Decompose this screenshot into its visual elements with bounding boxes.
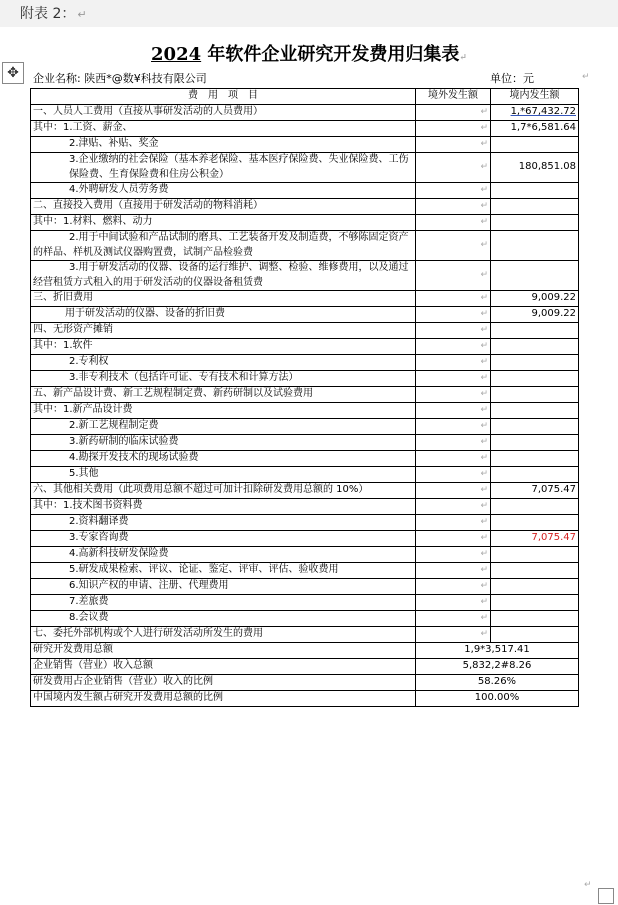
row-foreign: ↵ <box>416 231 491 261</box>
row-foreign: ↵ <box>416 547 491 563</box>
table-row <box>31 291 579 307</box>
row-domestic <box>491 579 579 595</box>
table-row <box>31 231 579 261</box>
page-top-bar <box>0 0 618 27</box>
row-foreign: ↵ <box>416 563 491 579</box>
row-domestic <box>491 183 579 199</box>
row-domestic: 7,075.47 <box>491 531 579 547</box>
table-header-row <box>31 89 579 105</box>
row-label: 3.非专利技术（包括许可证、专有技术和计算方法） <box>31 371 416 387</box>
row-domestic <box>491 199 579 215</box>
row-foreign: ↵ <box>416 199 491 215</box>
row-foreign: ↵ <box>416 435 491 451</box>
row-foreign: ↵ <box>416 531 491 547</box>
row-domestic <box>491 323 579 339</box>
paragraph-mark-icon: ↵ <box>582 72 590 82</box>
table-row <box>31 153 579 183</box>
row-domestic <box>491 231 579 261</box>
row-label: 研发费用占企业销售（营业）收入的比例 <box>31 675 416 691</box>
row-label: 7.差旅费 <box>31 595 416 611</box>
row-foreign: ↵ <box>416 121 491 137</box>
row-total: 58.26% <box>416 675 579 691</box>
table-row <box>31 355 579 371</box>
row-label: 六、其他相关费用（此项费用总额不超过可加计扣除研发费用总额的 10%） <box>31 483 416 499</box>
row-foreign: ↵ <box>416 387 491 403</box>
row-domestic <box>491 419 579 435</box>
row-label: 四、无形资产摊销 <box>31 323 416 339</box>
row-label: 2.资料翻译费 <box>31 515 416 531</box>
table-row <box>31 659 579 675</box>
header-item: 费 用 项 目 <box>31 89 416 105</box>
row-label: 3.企业缴纳的社会保险（基本养老保险、基本医疗保险费、失业保险费、工伤保险费、生育保险费和住房公积金） <box>31 153 416 183</box>
table-move-handle-icon[interactable]: ✥ <box>2 62 24 84</box>
table-row <box>31 307 579 323</box>
table-row <box>31 675 579 691</box>
table-row <box>31 451 579 467</box>
row-foreign: ↵ <box>416 627 491 643</box>
table-row <box>31 215 579 231</box>
row-label: 4.勘探开发技术的现场试验费 <box>31 451 416 467</box>
row-label: 3.用于研发活动的仪器、设备的运行维护、调整、检验、维修费用，以及通过经营租赁方式租入的用于研发活动的仪器设备租赁费 <box>31 261 416 291</box>
row-domestic <box>491 387 579 403</box>
table-row <box>31 137 579 153</box>
row-label: 中国境内发生额占研究开发费用总额的比例 <box>31 691 416 707</box>
table-row <box>31 105 579 121</box>
row-domestic <box>491 215 579 231</box>
row-foreign: ↵ <box>416 371 491 387</box>
row-label: 五、新产品设计费、新工艺规程制定费、新药研制以及试验费用 <box>31 387 416 403</box>
row-domestic: 1,7*6,581.64 <box>491 121 579 137</box>
row-domestic <box>491 261 579 291</box>
table-row <box>31 339 579 355</box>
row-label: 三、折旧费用 <box>31 291 416 307</box>
row-label: 2.用于中间试验和产品试制的磨具、工艺装备开发及制造费，不够陈固定资产的样品、样机及测试仪器购置费，试制产品检验费 <box>31 231 416 261</box>
row-foreign: ↵ <box>416 153 491 183</box>
row-total: 1,9*3,517.41 <box>416 643 579 659</box>
row-label: 3.新药研制的临床试验费 <box>31 435 416 451</box>
row-foreign: ↵ <box>416 355 491 371</box>
table-row <box>31 323 579 339</box>
expense-table <box>30 88 579 707</box>
row-label: 3.专家咨询费 <box>31 531 416 547</box>
row-label: 用于研发活动的仪器、设备的折旧费 <box>31 307 416 323</box>
table-row <box>31 531 579 547</box>
header-domestic: 境内发生额 <box>491 89 579 105</box>
row-foreign: ↵ <box>416 595 491 611</box>
row-domestic: 1,*67,432.72 <box>491 105 579 121</box>
table-row <box>31 467 579 483</box>
table-row <box>31 627 579 643</box>
row-foreign: ↵ <box>416 419 491 435</box>
row-total: 5,832,2#8.26 <box>416 659 579 675</box>
company-name: 企业名称: 陕西*@数¥科技有限公司 <box>33 72 207 85</box>
row-domestic <box>491 627 579 643</box>
row-label: 其中：1.技术图书资料费 <box>31 499 416 515</box>
table-row <box>31 387 579 403</box>
row-domestic <box>491 563 579 579</box>
table-row <box>31 435 579 451</box>
row-label: 其中：1.软件 <box>31 339 416 355</box>
row-foreign: ↵ <box>416 451 491 467</box>
row-domestic <box>491 611 579 627</box>
row-label: 6.知识产权的申请、注册、代理费用 <box>31 579 416 595</box>
row-label: 其中：1.新产品设计费 <box>31 403 416 419</box>
row-foreign: ↵ <box>416 499 491 515</box>
header-foreign: 境外发生额 <box>416 89 491 105</box>
row-foreign: ↵ <box>416 323 491 339</box>
row-label: 8.会议费 <box>31 611 416 627</box>
row-label: 4.高新科技研发保险费 <box>31 547 416 563</box>
table-row <box>31 595 579 611</box>
row-label: 其中：1.材料、燃料、动力 <box>31 215 416 231</box>
table-row <box>31 499 579 515</box>
row-domestic <box>491 137 579 153</box>
row-foreign: ↵ <box>416 467 491 483</box>
row-foreign: ↵ <box>416 611 491 627</box>
row-foreign: ↵ <box>416 579 491 595</box>
row-foreign: ↵ <box>416 403 491 419</box>
table-row <box>31 515 579 531</box>
table-row <box>31 261 579 291</box>
title-text: 年软件企业研究开发费用归集表 <box>201 44 460 65</box>
table-row <box>31 691 579 707</box>
row-foreign: ↵ <box>416 339 491 355</box>
table-row <box>31 643 579 659</box>
table-row <box>31 547 579 563</box>
annex-label: 附表 2： ↵ <box>20 6 87 22</box>
row-foreign: ↵ <box>416 291 491 307</box>
table-row <box>31 563 579 579</box>
row-foreign: ↵ <box>416 105 491 121</box>
row-foreign: ↵ <box>416 261 491 291</box>
row-foreign: ↵ <box>416 183 491 199</box>
row-domestic <box>491 467 579 483</box>
table-row <box>31 419 579 435</box>
table-row <box>31 483 579 499</box>
row-domestic: 7,075.47 <box>491 483 579 499</box>
unit-label: 单位：元 <box>490 72 534 85</box>
row-foreign: ↵ <box>416 483 491 499</box>
resize-handle-icon[interactable] <box>598 888 614 904</box>
row-domestic <box>491 595 579 611</box>
row-domestic <box>491 371 579 387</box>
row-foreign: ↵ <box>416 137 491 153</box>
row-domestic: 9,009.22 <box>491 307 579 323</box>
table-row <box>31 611 579 627</box>
paragraph-mark-icon: ↵ <box>584 880 592 890</box>
row-domestic: 180,851.08 <box>491 153 579 183</box>
row-domestic <box>491 451 579 467</box>
row-domestic <box>491 339 579 355</box>
row-label: 其中：1.工资、薪金、 <box>31 121 416 137</box>
row-foreign: ↵ <box>416 215 491 231</box>
row-label: 5.研发成果检索、评议、论证、鉴定、评审、评估、验收费用 <box>31 563 416 579</box>
row-total: 100.00% <box>416 691 579 707</box>
table-row <box>31 371 579 387</box>
document-title: 2024 年软件企业研究开发费用归集表↵ <box>151 44 467 65</box>
row-domestic <box>491 547 579 563</box>
table-row <box>31 199 579 215</box>
row-domestic <box>491 515 579 531</box>
row-label: 二、直接投入费用（直接用于研发活动的物料消耗） <box>31 199 416 215</box>
row-label: 4.外聘研发人员劳务费 <box>31 183 416 199</box>
table-row <box>31 403 579 419</box>
row-label: 2.专利权 <box>31 355 416 371</box>
row-label: 企业销售（营业）收入总额 <box>31 659 416 675</box>
row-label: 研究开发费用总额 <box>31 643 416 659</box>
row-label: 5.其他 <box>31 467 416 483</box>
title-year: 2024 <box>151 44 202 65</box>
row-domestic: 9,009.22 <box>491 291 579 307</box>
row-domestic <box>491 499 579 515</box>
row-domestic <box>491 435 579 451</box>
row-label: 2.新工艺规程制定费 <box>31 419 416 435</box>
row-domestic <box>491 355 579 371</box>
table-row <box>31 183 579 199</box>
row-label: 一、人员人工费用（直接从事研发活动的人员费用） <box>31 105 416 121</box>
row-foreign: ↵ <box>416 515 491 531</box>
row-foreign: ↵ <box>416 307 491 323</box>
row-domestic <box>491 403 579 419</box>
table-row <box>31 579 579 595</box>
row-label: 七、委托外部机构或个人进行研发活动所发生的费用 <box>31 627 416 643</box>
table-row <box>31 121 579 137</box>
row-label: 2.津贴、补贴、奖金 <box>31 137 416 153</box>
